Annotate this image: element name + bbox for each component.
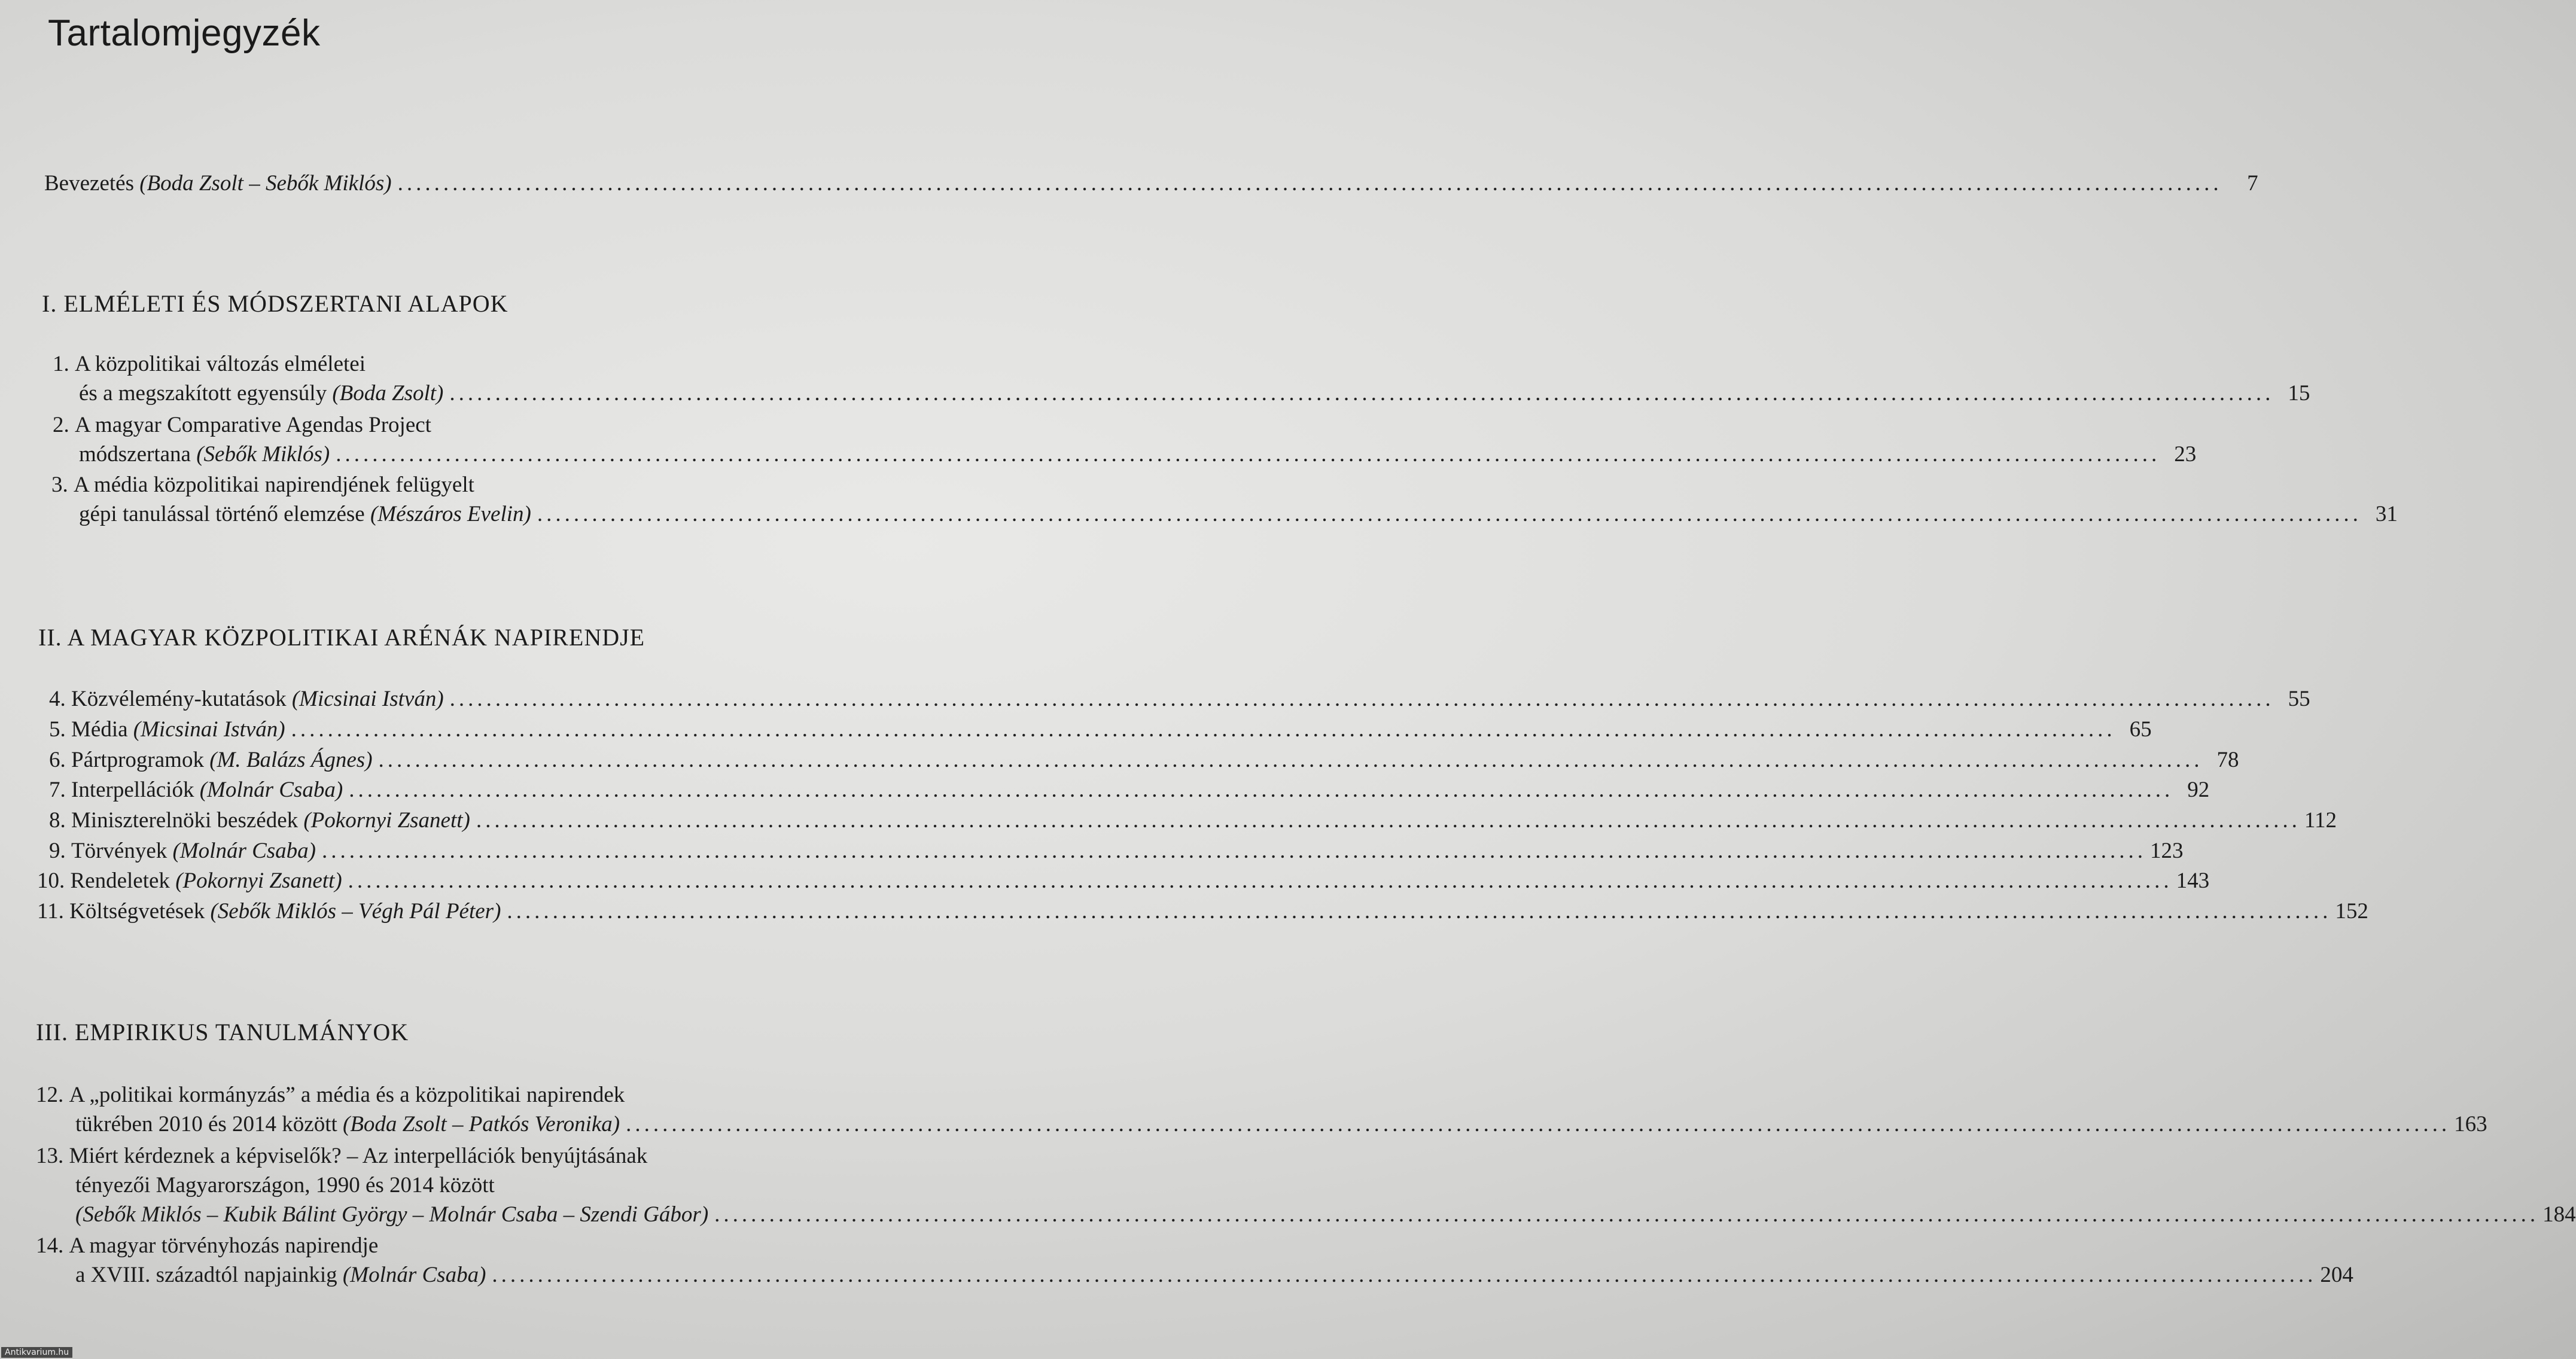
entry-title-line: és a megszakított egyensúly <box>79 381 327 406</box>
dot-leader: ........................................................................................................................................................................................................ <box>336 442 2161 467</box>
entry-title-line: A „politikai kormányzás” a média és a közpolitikai napirendek <box>69 1083 625 1107</box>
toc-entry-3 <box>51 473 2398 526</box>
entry-number: 5. <box>49 717 66 742</box>
entry-title-line: a XVIII. századtól napjainkig <box>75 1263 337 1287</box>
toc-entry-10 <box>37 869 2210 893</box>
entry-page-number: 163 <box>2454 1112 2487 1136</box>
entry-page-number: 184 <box>2542 1202 2576 1227</box>
entry-number: 2. <box>53 413 69 437</box>
entry-number: 11. <box>37 899 64 924</box>
entry-page-number: 123 <box>2150 839 2184 863</box>
toc-entry-6 <box>49 748 2239 772</box>
toc-entry-2 <box>53 413 2197 467</box>
dot-leader: ........................................................................................................................................................................................................ <box>537 502 2362 526</box>
entry-title-line: A média közpolitikai napirendjének felügyelt <box>74 473 474 497</box>
entry-author: (Micsinai István) <box>133 717 285 742</box>
entry-title-line: A közpolitikai változás elméletei <box>75 352 366 376</box>
entry-page-number: 15 <box>2288 381 2310 406</box>
entry-page-number: 78 <box>2216 748 2239 772</box>
dot-leader: ........................................................................................................................................................................................................ <box>492 1263 2317 1287</box>
entry-author: (Boda Zsolt – Sebők Miklós) <box>139 171 392 196</box>
entry-page-number: 65 <box>2129 717 2152 742</box>
entry-author: (Sebők Miklós – Kubik Bálint György – Molnár Csaba – Szendi Gábor) <box>75 1202 709 1227</box>
entry-page-number: 55 <box>2288 687 2310 711</box>
toc-entry-5 <box>49 717 2152 742</box>
entry-number: 12. <box>36 1083 64 1107</box>
section-heading-3: III. EMPIRIKUS TANULMÁNYOK <box>36 1019 409 1046</box>
dot-leader: ........................................................................................................................................................................................................ <box>507 899 2332 924</box>
entry-page-number: 92 <box>2187 778 2210 802</box>
entry-title-line: A magyar törvényhozás napirendje <box>69 1233 379 1258</box>
toc-entry-7 <box>49 778 2210 802</box>
toc-entry-1 <box>53 352 2310 406</box>
entry-title-line: Törvények <box>71 839 168 863</box>
entry-number: 7. <box>49 778 66 802</box>
section-heading-2: II. A MAGYAR KÖZPOLITIKAI ARÉNÁK NAPIRENDJE <box>38 624 645 651</box>
entry-author: (Sebők Miklós – Végh Pál Péter) <box>210 899 501 924</box>
entry-title-line: Interpellációk <box>71 778 194 802</box>
dot-leader: ........................................................................................................................................................................................................ <box>626 1112 2451 1136</box>
dot-leader: ........................................................................................................................................................................................................ <box>378 748 2203 772</box>
entry-author: (Mészáros Evelin) <box>370 502 531 526</box>
page-title: Tartalomjegyzék <box>48 13 321 54</box>
entry-title-line: Miniszterelnöki beszédek <box>71 808 299 833</box>
entry-page-number: 152 <box>2335 899 2368 924</box>
entry-page-number: 204 <box>2320 1263 2353 1287</box>
entry-number: 10. <box>37 869 65 893</box>
dot-leader: ........................................................................................................................................................................................................ <box>348 869 2173 893</box>
toc-entry-4 <box>49 687 2310 711</box>
entry-title-line: tükrében 2010 és 2014 között <box>75 1112 337 1136</box>
entry-title-line: Miért kérdeznek a képviselők? – Az interpellációk benyújtásának <box>69 1144 648 1168</box>
dot-leader: ........................................................................................................................................................................................................ <box>397 171 2222 196</box>
entry-author: (Molnár Csaba) <box>342 1263 486 1287</box>
entry-number: 14. <box>36 1233 64 1258</box>
entry-author: (Pokornyi Zsanett) <box>175 869 342 893</box>
entry-title-line: Média <box>71 717 128 742</box>
entry-title-line: Pártprogramok <box>71 748 204 772</box>
entry-number: 4. <box>49 687 66 711</box>
entry-author: (Micsinai István) <box>291 687 444 711</box>
entry-number: 6. <box>49 748 66 772</box>
entry-author: (Molnár Csaba) <box>172 839 316 863</box>
entry-page-number: 7 <box>2247 171 2258 196</box>
entry-title-line: Közvélemény-kutatások <box>71 687 287 711</box>
entry-number: 1. <box>53 352 69 376</box>
toc-entry-8 <box>49 808 2337 833</box>
entry-author: (Molnár Csaba) <box>199 778 343 802</box>
entry-page-number: 112 <box>2304 808 2337 833</box>
entry-title-line: módszertana <box>79 442 191 467</box>
entry-author: (Sebők Miklós) <box>196 442 330 467</box>
toc-entry-14 <box>36 1233 2353 1287</box>
entry-title-line: tényezői Magyarországon, 1990 és 2014 között <box>75 1173 495 1197</box>
entry-title-line: A magyar Comparative Agendas Project <box>75 413 431 437</box>
entry-number: 9. <box>49 839 66 863</box>
toc-entry-12 <box>36 1083 2487 1136</box>
source-watermark: Antikvarium.hu <box>1 1347 72 1358</box>
entry-title-line: Rendeletek <box>70 869 170 893</box>
toc-entry-11 <box>37 899 2368 924</box>
entry-number: 3. <box>51 473 68 497</box>
entry-author: (Pokornyi Zsanett) <box>303 808 470 833</box>
entry-page-number: 31 <box>2375 502 2398 526</box>
section-heading-1: I. ELMÉLETI ÉS MÓDSZERTANI ALAPOK <box>42 290 508 317</box>
entry-author: (Boda Zsolt) <box>332 381 444 406</box>
dot-leader: ........................................................................................................................................................................................................ <box>449 687 2274 711</box>
dot-leader: ........................................................................................................................................................................................................ <box>476 808 2301 833</box>
toc-entry-13 <box>36 1144 2576 1227</box>
dot-leader: ........................................................................................................................................................................................................ <box>322 839 2147 863</box>
toc-entry-intro <box>44 171 2258 196</box>
entry-page-number: 23 <box>2174 442 2197 467</box>
entry-title: Bevezetés <box>44 171 134 196</box>
dot-leader: ........................................................................................................................................................................................................ <box>714 1202 2540 1227</box>
dot-leader: ........................................................................................................................................................................................................ <box>291 717 2116 742</box>
entry-number: 8. <box>49 808 66 833</box>
entry-number: 13. <box>36 1144 64 1168</box>
dot-leader: ........................................................................................................................................................................................................ <box>449 381 2274 406</box>
entry-author: (Boda Zsolt – Patkós Veronika) <box>343 1112 620 1136</box>
entry-title-line: Költségvetések <box>69 899 205 924</box>
entry-author: (M. Balázs Ágnes) <box>209 748 373 772</box>
entry-title-line: gépi tanulással történő elemzése <box>79 502 365 526</box>
toc-entry-9 <box>49 839 2184 863</box>
dot-leader: ........................................................................................................................................................................................................ <box>349 778 2174 802</box>
entry-page-number: 143 <box>2176 869 2210 893</box>
